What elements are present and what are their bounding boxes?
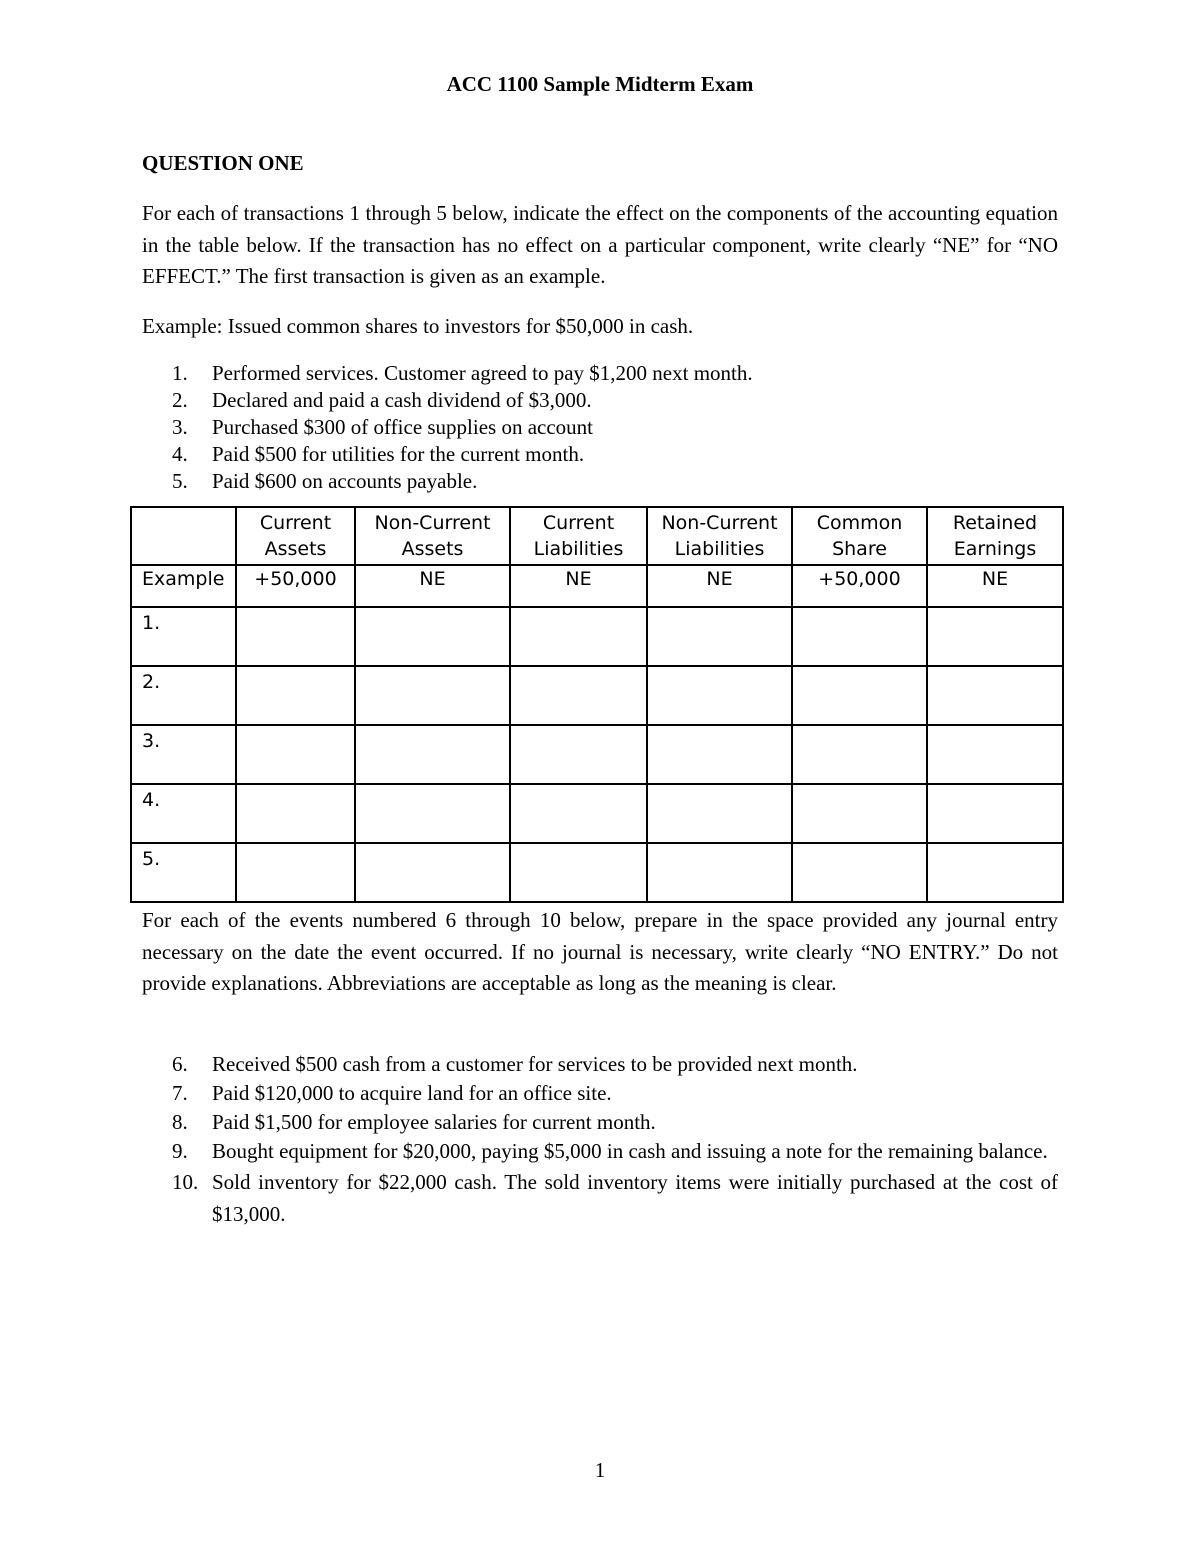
table-cell: NE [647, 565, 792, 607]
list-item: 3. Purchased $300 of office supplies on account [172, 415, 594, 439]
table-cell: +50,000 [236, 565, 355, 607]
answer-cell[interactable] [647, 607, 792, 666]
table-cell: Example [131, 565, 236, 607]
answer-cell[interactable] [510, 784, 647, 843]
answer-cell[interactable] [510, 666, 647, 725]
answer-cell[interactable] [236, 666, 355, 725]
transactions-list [172, 360, 753, 495]
list-item: 7. Paid $120,000 to acquire land for an office site. [172, 1081, 612, 1105]
answer-cell[interactable] [236, 784, 355, 843]
answer-cell[interactable] [355, 725, 510, 784]
table-header-retained-earnings: Retained Earnings [927, 507, 1063, 565]
table-row-label: 1. [131, 607, 236, 666]
table-row-label: 4. [131, 784, 236, 843]
answer-cell[interactable] [927, 784, 1063, 843]
table-row-label: 2. [131, 666, 236, 725]
list-item: 9. Bought equipment for $20,000, paying $5,000 in cash and issuing a note for the remaining balance. [172, 1139, 1048, 1163]
page-number: 1 [594, 1458, 606, 1482]
answer-cell[interactable] [792, 843, 927, 902]
list-item: 4. Paid $500 for utilities for the current month. [172, 442, 585, 466]
table-header-current-liabilities: Current Liabilities [510, 507, 647, 565]
answer-cell[interactable] [927, 725, 1063, 784]
table-row-example [131, 565, 1063, 607]
answer-cell[interactable] [927, 666, 1063, 725]
list-item: 2. Declared and paid a cash dividend of $3,000. [172, 388, 592, 412]
answer-cell[interactable] [927, 843, 1063, 902]
table-header-current-assets: Current Assets [236, 507, 355, 565]
table-row [131, 843, 1063, 902]
table-header-row [131, 507, 1063, 565]
answer-cell[interactable] [355, 843, 510, 902]
list-item: 5. Paid $600 on accounts payable. [172, 469, 478, 493]
answer-cell[interactable] [355, 784, 510, 843]
answer-cell[interactable] [647, 843, 792, 902]
answer-cell[interactable] [647, 784, 792, 843]
table-header-blank [131, 507, 236, 565]
answer-cell[interactable] [236, 607, 355, 666]
answer-cell[interactable] [510, 607, 647, 666]
table-cell: +50,000 [792, 565, 927, 607]
list-item: 1. Performed services. Customer agreed to pay $1,200 next month. [172, 361, 753, 385]
instructions-paragraph-1: For each of transactions 1 through 5 below, indicate the effect on the components of the accounting equation in the table below. If the transaction has no effect on a particular component, write clearly “NE” for “NO EFFECT.” The first transaction is given as an example. [142, 201, 1058, 288]
table-row [131, 607, 1063, 666]
table-row [131, 725, 1063, 784]
answer-cell[interactable] [647, 725, 792, 784]
answer-cell[interactable] [792, 666, 927, 725]
page-title: ACC 1100 Sample Midterm Exam [446, 72, 754, 96]
table-cell: NE [355, 565, 510, 607]
question-heading: QUESTION ONE [142, 151, 304, 175]
answer-cell[interactable] [236, 725, 355, 784]
table-cell: NE [510, 565, 647, 607]
accounting-equation-table [130, 506, 1064, 903]
table-row-label: 5. [131, 843, 236, 902]
answer-cell[interactable] [792, 607, 927, 666]
table-row [131, 666, 1063, 725]
table-header-non-current-liabilities: Non-Current Liabilities [647, 507, 792, 565]
answer-cell[interactable] [236, 843, 355, 902]
table-cell: NE [927, 565, 1063, 607]
table-row [131, 784, 1063, 843]
table-header-common-share: Common Share [792, 507, 927, 565]
answer-cell[interactable] [792, 725, 927, 784]
events-list [172, 1050, 1058, 1230]
answer-cell[interactable] [355, 666, 510, 725]
answer-cell[interactable] [510, 725, 647, 784]
list-item: 10. Sold inventory for $22,000 cash. The sold inventory items were initially purchased at the cost of $13,000. [172, 1170, 1058, 1226]
table-header-non-current-assets: Non-Current Assets [355, 507, 510, 565]
list-item: 8. Paid $1,500 for employee salaries for current month. [172, 1110, 656, 1134]
answer-cell[interactable] [647, 666, 792, 725]
instructions-paragraph-2: For each of the events numbered 6 through 10 below, prepare in the space provided any journal entry necessary on the date the event occurred. If no journal is necessary, write clearly “NO ENTRY.” Do not provide explanations. Abbreviations are acceptable as long as the meaning is clear. [142, 908, 1058, 995]
example-statement: Example: Issued common shares to investors for $50,000 in cash. [142, 314, 694, 338]
answer-cell[interactable] [510, 843, 647, 902]
answer-cell[interactable] [927, 607, 1063, 666]
answer-cell[interactable] [792, 784, 927, 843]
list-item: 6. Received $500 cash from a customer for services to be provided next month. [172, 1052, 858, 1076]
answer-cell[interactable] [355, 607, 510, 666]
table-row-label: 3. [131, 725, 236, 784]
